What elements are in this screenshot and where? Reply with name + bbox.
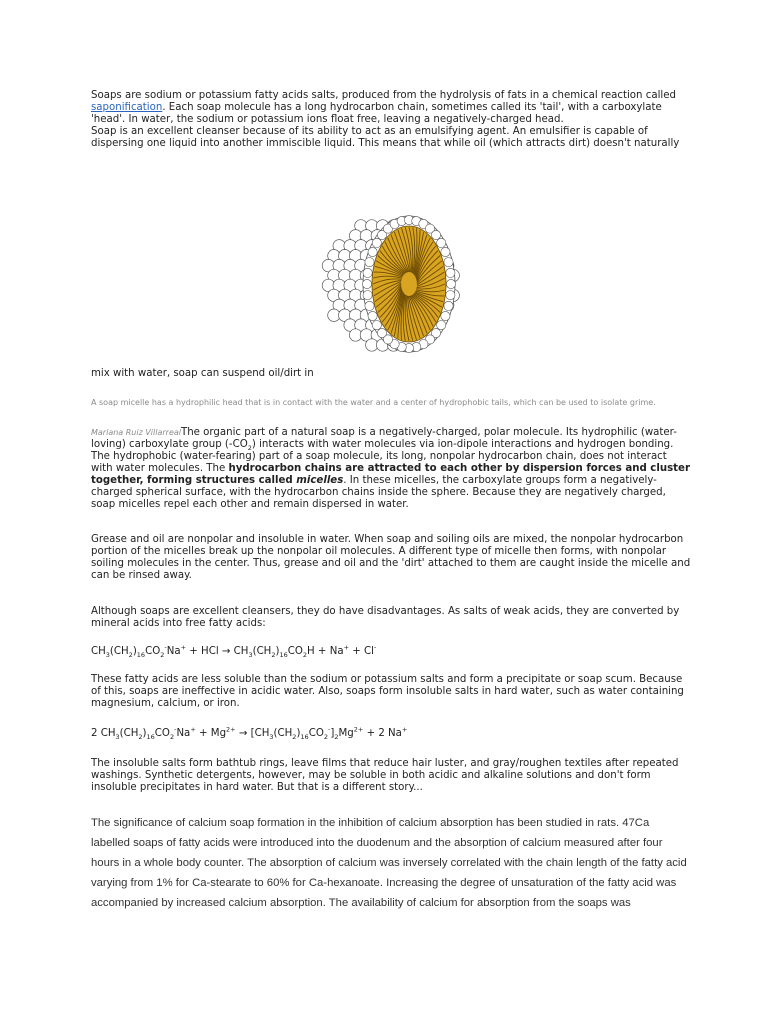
rim-bead	[437, 238, 446, 247]
bold-italic-text: micelles	[296, 475, 344, 486]
insoluble-salts-paragraph: The insoluble salts form bathtub rings, leave films that reduce hair luster, and gray/roughen textiles after repeated washings. Synthetic detergents, however, may be soluble in both acidic and alkaline solutions and don't form insoluble precipitates in hard water. But that is a different story...	[91, 758, 679, 793]
rim-bead	[365, 301, 374, 310]
disadvantages-paragraph: Although soaps are excellent cleansers, they do have disadvantages. As salts of weak acids, they are converted by mineral acids into free fatty acids:	[91, 606, 680, 629]
para-text: . In these micelles, the carboxylate groups form a negatively-charged spherical surface, with the hydrocarbon chains inside the sphere. Because they are negatively charged, soap micelles repel each other and remain dispersed in water.	[91, 475, 666, 510]
equation-acid: $CH_3(CH_2)_{16}CO_2^-Na^+$ + HCl → $CH_3(CH_2)_{16}CO_2H + Na^+ + Cl^-$	[91, 643, 377, 660]
rim-bead	[372, 321, 381, 330]
rim-bead	[431, 230, 440, 239]
rim-bead	[441, 311, 450, 320]
rim-bead	[446, 268, 455, 277]
rim-bead	[444, 258, 453, 267]
micelle-paragraph	[91, 427, 691, 511]
rim-bead	[441, 247, 450, 256]
intro-paragraph-2: Soap is an excellent cleanser because of its ability to act as an emulsifying agent. An emulsifier is capable of dispersing one liquid into another immiscible liquid. This means that while oil (which attracts dirt) doesn't naturally	[91, 126, 680, 149]
rim-bead	[437, 321, 446, 330]
rim-bead	[368, 311, 377, 320]
image-credit: Mariana Ruiz Villarreal	[91, 428, 181, 437]
calcium-paragraph: The significance of calcium soap formation in the inhibition of calcium absorption has been studied in rats. 47Ca labelled soaps of fatty acids were introduced into the duodenum and the absorption of calcium measured after four hours in a whole body counter. The absorption of calcium was inversely correlated with the chain length of the fatty acid varying from 1% for Ca-stearate to 60% for Ca-hexanoate. Increasing the degree of unsaturation of the fatty acid was accompanied by increased calcium absorption. The availability of calcium for absorption from the soaps was	[91, 817, 687, 909]
rim-bead	[365, 258, 374, 267]
intro-text-cont: . Each soap molecule has a long hydrocarbon chain, sometimes called its 'tail', with a carboxylate 'head'. In water, the sodium or potassium ions float free, leaving a negatively-charged head.	[91, 102, 662, 125]
intro-text: Soaps are sodium or potassium fatty acids salts, produced from the hydrolysis of fats in a chemical reaction called	[91, 90, 676, 101]
rim-bead	[363, 268, 372, 277]
figure-caption: A soap micelle has a hydrophilic head that is in contact with the water and a center of hydrophobic tails, which can be used to isolate grime.	[91, 398, 656, 407]
intro-paragraph-1	[91, 90, 691, 126]
rim-bead	[372, 238, 381, 247]
rim-bead	[363, 291, 372, 300]
micelle-figure	[91, 204, 691, 364]
bold-text: hydrocarbon chains are attracted to each other by dispersion forces and cluster together, forming structures called	[91, 463, 690, 486]
saponification-link[interactable]: saponification	[91, 102, 163, 113]
rim-bead	[446, 279, 455, 288]
micelle-illustration	[311, 204, 471, 364]
rim-bead	[444, 301, 453, 310]
figure-trailing-text: mix with water, soap can suspend oil/dirt in	[91, 368, 314, 379]
rim-bead	[377, 328, 386, 337]
rim-bead	[446, 291, 455, 300]
rim-bead	[368, 247, 377, 256]
grease-paragraph: Grease and oil are nonpolar and insoluble in water. When soap and soiling oils are mixed, the nonpolar hydrocarbon portion of the micelles break up the nonpolar oil molecules. A different type of micelle then forms, with nonpolar soiling molecules in the center. Thus, grease and oil and the 'dirt' attached to them are caught inside the micelle and can be rinsed away.	[91, 534, 691, 581]
subscript: 2	[247, 444, 252, 453]
fatty-acids-paragraph: These fatty acids are less soluble than the sodium or potassium salts and form a precipitate or soap scum. Because of this, soaps are ineffective in acidic water. Also, soaps form insoluble salts in hard water, such as water containing magnesium, calcium, or iron.	[91, 674, 684, 709]
para-text: The organic part of a natural soap is a negatively-charged, polar molecule. Its hydrophilic (water-loving) carboxylate group (-CO	[91, 427, 677, 450]
para-text: ) interacts with water molecules via ion-dipole interactions and hydrogen bonding. The hydrophobic (water-fearing) part of a soap molecule, its long, nonpolar hydrocarbon chain, does not interact with water molecules. The	[91, 439, 674, 474]
equation-hard-water: 2 $CH_3(CH_2)_{16}CO_2^-Na^+ + Mg^{2+} \to [CH_3(CH_2)_{16}CO_2^-]_2Mg^{2+} + 2$ Na+	[91, 725, 408, 742]
rim-bead	[362, 279, 371, 288]
article-body	[91, 90, 691, 913]
